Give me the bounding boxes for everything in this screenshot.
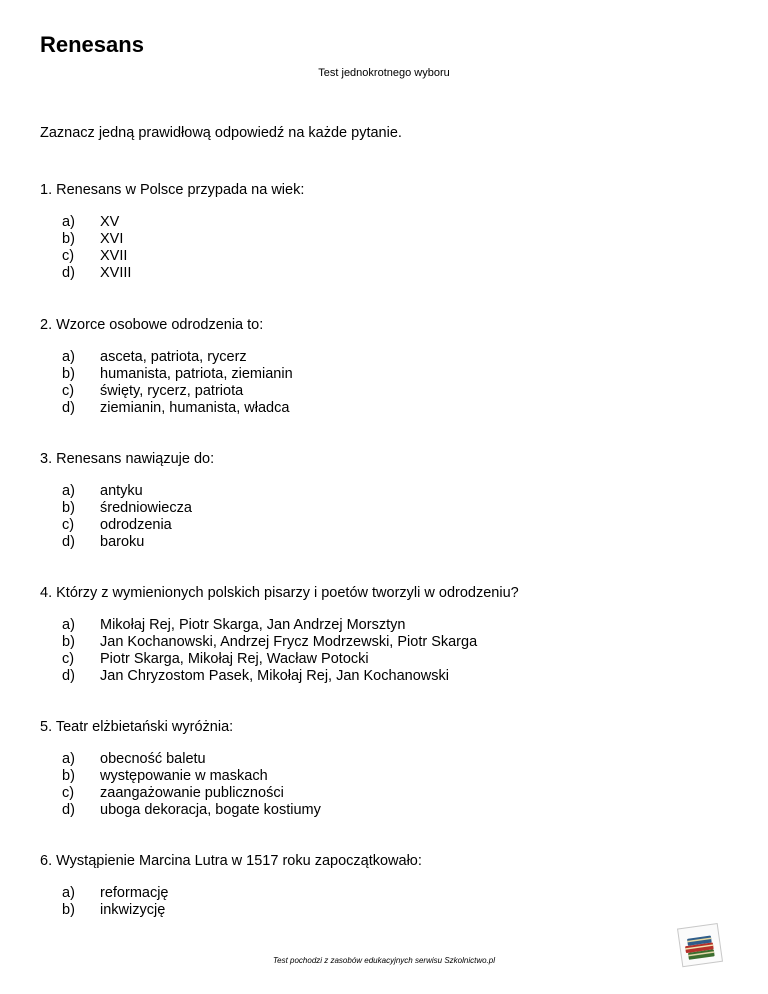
question-text: 4. Którzy z wymienionych polskich pisarzy i poetów tworzyli w odrodzeniu?: [40, 585, 519, 601]
answer-letter: a): [62, 751, 75, 767]
answer-text: antyku: [100, 483, 143, 499]
page-subtitle: Test jednokrotnego wyboru: [318, 67, 450, 79]
answer-option: [40, 483, 730, 500]
answer-option: [40, 902, 730, 919]
answer-text: obecność baletu: [100, 751, 206, 767]
question-text: 5. Teatr elżbietański wyróżnia:: [40, 719, 234, 735]
answer-letter: b): [62, 500, 75, 516]
answer-letter: a): [62, 483, 75, 499]
answer-text: baroku: [100, 534, 145, 550]
question-5: [40, 718, 730, 819]
answer-text: XVIII: [100, 265, 132, 281]
answer-option: [40, 500, 730, 517]
answer-option: [40, 366, 730, 383]
answer-text: uboga dekoracja, bogate kostiumy: [100, 802, 321, 818]
answer-text: XV: [100, 214, 120, 230]
answer-letter: c): [62, 785, 75, 801]
answer-letter: b): [62, 231, 75, 247]
answer-option: [40, 617, 730, 634]
answer-option: [40, 885, 730, 902]
answer-letter: d): [62, 668, 75, 684]
answer-letter: c): [62, 517, 75, 533]
answer-option: [40, 785, 730, 802]
answer-option: [40, 768, 730, 785]
answer-text: XVII: [100, 248, 128, 264]
question-2: [40, 316, 730, 417]
question-1: [40, 181, 730, 282]
answer-text: Piotr Skarga, Mikołaj Rej, Wacław Potocki: [100, 651, 369, 667]
answer-letter: a): [62, 885, 75, 901]
answer-text: XVI: [100, 231, 124, 247]
answer-text: zaangażowanie publiczności: [100, 785, 284, 801]
answer-option: [40, 383, 730, 400]
question-4: [40, 584, 730, 685]
answer-text: Mikołaj Rej, Piotr Skarga, Jan Andrzej Morsztyn: [100, 617, 406, 633]
answer-option: [40, 634, 730, 651]
books-logo-icon: [676, 922, 726, 968]
answer-text: asceta, patriota, rycerz: [100, 349, 247, 365]
answer-option: [40, 517, 730, 534]
footer-note: Test pochodzi z zasobów edukacyjnych serwisu Szkolnictwo.pl: [272, 956, 496, 965]
answer-letter: a): [62, 349, 75, 365]
answer-letter: a): [62, 617, 75, 633]
answer-option: [40, 214, 730, 231]
answer-text: Jan Kochanowski, Andrzej Frycz Modrzewski, Piotr Skarga: [100, 634, 478, 650]
answer-letter: d): [62, 534, 75, 550]
answer-text: ziemianin, humanista, władca: [100, 400, 290, 416]
answer-letter: d): [62, 400, 75, 416]
answer-letter: a): [62, 214, 75, 230]
answer-text: święty, rycerz, patriota: [100, 383, 244, 399]
question-3: [40, 450, 730, 551]
answer-letter: c): [62, 383, 75, 399]
instruction-text: Zaznacz jedną prawidłową odpowiedź na każde pytanie.: [40, 125, 402, 141]
answer-option: [40, 651, 730, 668]
answer-option: [40, 231, 730, 248]
answer-option: [40, 534, 730, 551]
question-text: 3. Renesans nawiązuje do:: [40, 451, 215, 467]
answer-letter: d): [62, 802, 75, 818]
answer-letter: c): [62, 248, 75, 264]
answer-letter: b): [62, 366, 75, 382]
answer-text: humanista, patriota, ziemianin: [100, 366, 293, 382]
answer-letter: b): [62, 768, 75, 784]
question-text: 2. Wzorce osobowe odrodzenia to:: [40, 317, 264, 333]
question-text: 1. Renesans w Polsce przypada na wiek:: [40, 182, 305, 198]
answer-option: [40, 265, 730, 282]
answer-text: Jan Chryzostom Pasek, Mikołaj Rej, Jan Kochanowski: [100, 668, 449, 684]
answer-option: [40, 668, 730, 685]
answer-letter: b): [62, 902, 75, 918]
answer-option: [40, 248, 730, 265]
answer-option: [40, 751, 730, 768]
answer-text: średniowiecza: [100, 500, 192, 516]
answer-option: [40, 400, 730, 417]
question-6: [40, 852, 730, 919]
answer-text: występowanie w maskach: [100, 768, 268, 784]
page-title: Renesans: [40, 32, 144, 57]
answer-text: odrodzenia: [100, 517, 172, 533]
answer-option: [40, 802, 730, 819]
answer-letter: d): [62, 265, 75, 281]
answer-letter: b): [62, 634, 75, 650]
answer-text: inkwizycję: [100, 902, 166, 918]
answer-text: reformację: [100, 885, 169, 901]
answer-option: [40, 349, 730, 366]
answer-letter: c): [62, 651, 75, 667]
question-text: 6. Wystąpienie Marcina Lutra w 1517 roku zapoczątkowało:: [40, 853, 422, 869]
